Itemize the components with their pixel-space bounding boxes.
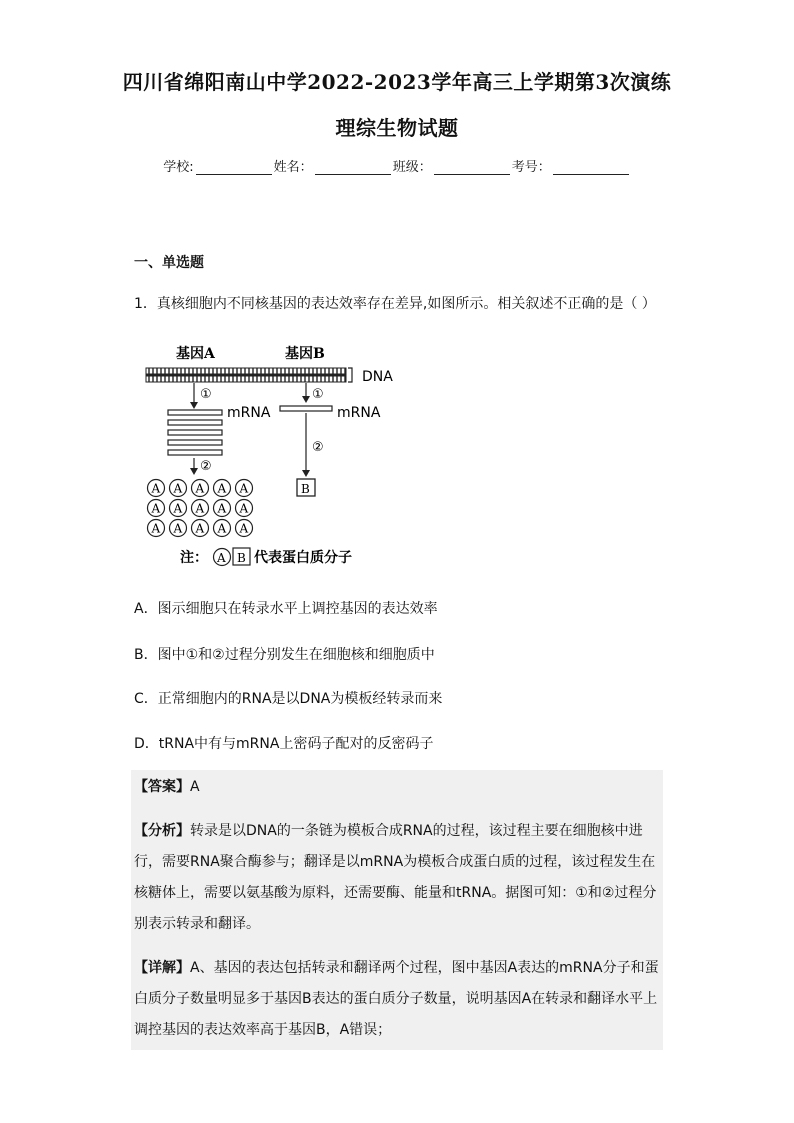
question-stem	[134, 293, 656, 313]
dna-label: DNA	[362, 369, 393, 385]
protein-a-letter: A	[195, 481, 205, 496]
detail-paragraph	[134, 953, 662, 1046]
mrna-b	[280, 406, 332, 411]
gene-b-label: 基因B	[285, 346, 325, 362]
gene-a-label: 基因A	[176, 346, 215, 362]
detail-text: A、基因的表达包括转录和翻译两个过程，图中基因A表达的mRNA分子和蛋白质分子数量明显多于基因B表达的蛋白质分子数量，说明基因A在转录和翻译水平上调控基因的表达效率高于基因B，A错误；	[134, 960, 659, 1038]
protein-a-letter: A	[239, 481, 249, 496]
exam-no-label: 考号：	[511, 160, 551, 175]
mrna-b-label: mRNA	[337, 405, 381, 421]
protein-b-letter: B	[301, 482, 310, 496]
detail-tag: 【详解】	[134, 960, 190, 976]
question-number: 1．	[134, 296, 157, 312]
option-d[interactable]: D．tRNA中有与mRNA上密码子配对的反密码子	[134, 736, 434, 752]
student-info-line	[0, 156, 794, 175]
answer-tag: 【答案】	[134, 779, 190, 795]
option-a[interactable]: A．图示细胞只在转录水平上调控基因的表达效率	[134, 601, 438, 617]
name-blank[interactable]	[315, 160, 391, 175]
note-b-letter: B	[237, 551, 246, 565]
option-b[interactable]: B．图中①和②过程分别发生在细胞核和细胞质中	[134, 647, 435, 663]
protein-a-letter: A	[239, 501, 249, 516]
protein-a-letter: A	[195, 501, 205, 516]
mrna-stack-a	[168, 410, 222, 455]
section-title: 一、单选题	[134, 255, 204, 271]
gene-expression-figure	[140, 336, 410, 576]
mrna-a-label: mRNA	[227, 405, 271, 421]
answer-value: A	[190, 779, 200, 795]
name-label: 姓名：	[273, 160, 313, 175]
analysis-tag: 【分析】	[134, 823, 190, 839]
note-prefix: 注：	[180, 550, 208, 566]
protein-a-letter: A	[239, 521, 249, 536]
document-title: 四川省绵阳南山中学2022-2023学年高三上学期第3次演练	[122, 70, 672, 94]
school-blank[interactable]	[196, 160, 272, 175]
step2-a-label: ②	[200, 459, 212, 474]
dna-strand	[146, 368, 352, 382]
protein-a-letter: A	[173, 481, 183, 496]
school-label: 学校:	[163, 160, 194, 175]
protein-a-letter: A	[217, 481, 227, 496]
document-subtitle: 理综生物试题	[335, 116, 459, 140]
protein-a-letter: A	[151, 521, 161, 536]
step2-b-label: ②	[312, 440, 324, 455]
protein-a-letter: A	[217, 521, 227, 536]
analysis-paragraph	[134, 816, 662, 940]
protein-a-letter: A	[217, 501, 227, 516]
note-a-letter: A	[217, 551, 226, 565]
step1-a-label: ①	[200, 387, 212, 402]
protein-a-letter: A	[151, 481, 161, 496]
protein-a-letter: A	[173, 501, 183, 516]
class-label: 班级：	[392, 160, 432, 175]
class-blank[interactable]	[434, 160, 510, 175]
protein-a-letter: A	[151, 501, 161, 516]
step1-b-label: ①	[312, 387, 324, 402]
note-suffix: 代表蛋白质分子	[254, 550, 352, 566]
protein-a-grid	[148, 480, 253, 537]
option-c[interactable]: C．正常细胞内的RNA是以DNA为模板经转录而来	[134, 691, 443, 707]
exam-no-blank[interactable]	[553, 160, 629, 175]
protein-a-letter: A	[173, 521, 183, 536]
analysis-text: 转录是以DNA的一条链为模板合成RNA的过程，该过程主要在细胞核中进行，需要RNA聚合酶参与；翻译是以mRNA为模板合成蛋白质的过程，该过程发生在核糖体上，需要以氨基酸为原料，还需要酶、能量和tRNA。据图可知：①和②过程分别表示转录和翻译。	[134, 823, 657, 932]
answer-line	[134, 772, 662, 803]
question-text: 真核细胞内不同核基因的表达效率存在差异,如图所示。相关叙述不正确的是（ ）	[156, 296, 656, 312]
protein-a-letter: A	[195, 521, 205, 536]
